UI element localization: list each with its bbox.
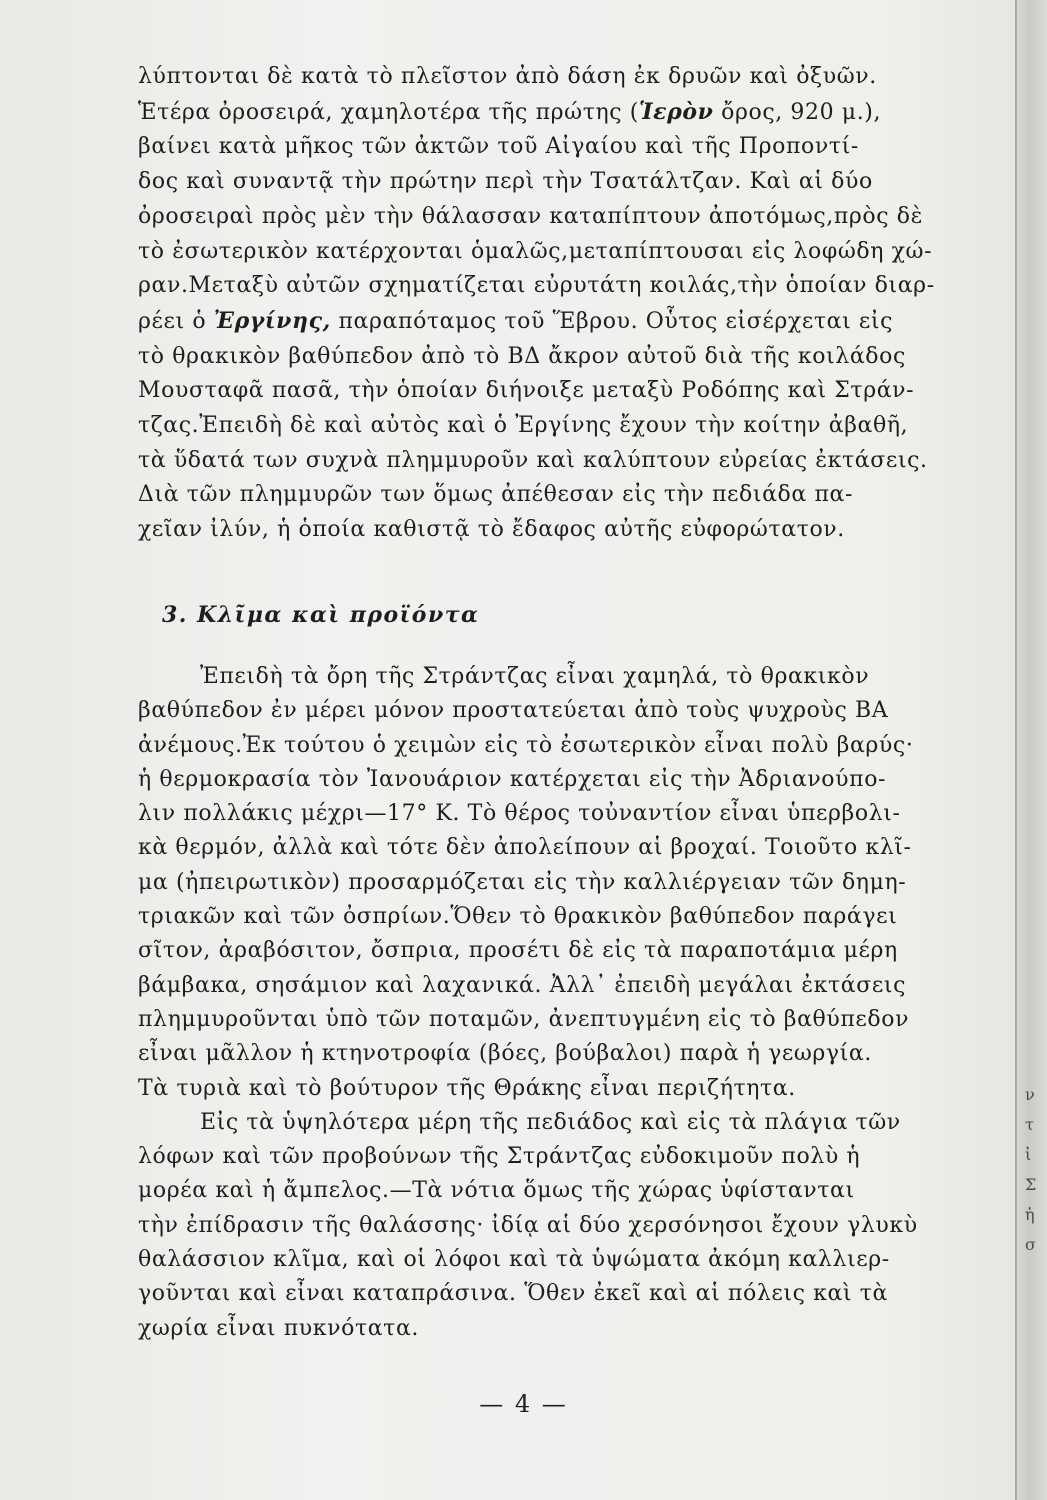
- text-line: τὸ ἐσωτερικὸν κατέρχονται ὁμαλῶς,μεταπίπτουσαι εἰς λοφώδη χώ-: [138, 238, 933, 264]
- text-line: βαθύπεδον ἐν μέρει μόνον προστατεύεται ἀπὸ τοὺς ψυχροὺς ΒΑ: [138, 698, 889, 724]
- text-line: θαλάσσιον κλῖμα, καὶ οἱ λόφοι καὶ τὰ ὑψώματα ἀκόμη καλλιερ-: [138, 1247, 890, 1273]
- text-line: μορέα καὶ ἡ ἄμπελος.—Τὰ νότια ὅμως τῆς χώρας ὑφίστανται: [138, 1178, 855, 1204]
- text-line: Τὰ τυριὰ καὶ τὸ βούτυρον τῆς Θράκης εἶναι περιζήτητα.: [138, 1075, 796, 1101]
- text-line: τὴν ἐπίδρασιν τῆς θαλάσσης· ἰδίᾳ αἱ δύο χερσόνησοι ἔχουν γλυκὺ: [138, 1212, 918, 1238]
- text-line: Μουσταφᾶ πασᾶ, τὴν ὁποίαν διήνοιξε μεταξὺ Ροδόπης καὶ Στράν-: [138, 378, 915, 404]
- edge-glyphs: ν τ ἰ Σ ἡ σ: [1025, 1085, 1037, 1254]
- text-line: εἶναι μᾶλλον ἡ κτηνοτροφία (βόες, βούβαλοι) παρὰ ἡ γεωργία.: [138, 1041, 872, 1067]
- text-line: βαίνει κατὰ μῆκος τῶν ἀκτῶν τοῦ Αἰγαίου καὶ τῆς Προποντί-: [138, 134, 859, 160]
- next-page-edge: [1015, 0, 1047, 1500]
- text-line: μα (ἠπειρωτικὸν) προσαρμόζεται εἰς τὴν καλλιέργειαν τῶν δημη-: [138, 869, 907, 895]
- text-line: Διὰ τῶν πλημμυρῶν των ὅμως ἀπέθεσαν εἰς τὴν πεδιάδα πα-: [138, 482, 853, 508]
- text-line: γοῦνται καὶ εἶναι καταπράσινα. Ὅθεν ἐκεῖ καὶ αἱ πόλεις καὶ τὰ: [138, 1281, 888, 1307]
- section-heading: 3. Κλῖμα καὶ προϊόντα: [162, 602, 480, 628]
- text-line: τζας.Ἐπειδὴ δὲ καὶ αὐτὸς καὶ ὁ Ἐργίνης ἔχουν τὴν κοίτην ἀβαθῆ,: [138, 413, 909, 439]
- text-line: ραν.Μεταξὺ αὐτῶν σχηματίζεται εὐρυτάτη κοιλάς,τὴν ὁποίαν διαρ-: [138, 273, 935, 299]
- text-line: χωρία εἶναι πυκνότατα.: [138, 1315, 420, 1341]
- text-line: σῖτον, ἀραβόσιτον, ὄσπρια, προσέτι δὲ εἰς τὰ παραποτάμια μέρη: [138, 938, 898, 964]
- page-number: — 4 —: [479, 1390, 568, 1418]
- text-line: λόφων καὶ τῶν προβούνων τῆς Στράντζας εὐδοκιμοῦν πολὺ ἡ: [138, 1144, 861, 1170]
- text-line: Ἑτέρα ὀροσειρά, χαμηλοτέρα τῆς πρώτης (Ἱερὸν ὄρος, 920 μ.),: [138, 98, 882, 125]
- text-line: κὰ θερμόν, ἀλλὰ καὶ τότε δὲν ἀπολείπουν αἱ βροχαί. Τοιοῦτο κλῖ-: [138, 835, 912, 861]
- text-line: δος καὶ συναντᾷ τὴν πρώτην περὶ τὴν Τσατάλτζαν. Καὶ αἱ δύο: [138, 169, 873, 195]
- text-line: πλημμυροῦνται ὑπὸ τῶν ποταμῶν, ἀνεπτυγμένη εἰς τὸ βαθύπεδον: [138, 1006, 910, 1032]
- text-line: ρέει ὁ Ἐργίνης, παραπόταμος τοῦ Ἕβρου. Οὗτος εἰσέρχεται εἰς: [138, 307, 894, 334]
- text-line: τριακῶν καὶ τῶν ὀσπρίων.Ὅθεν τὸ θρακικὸν βαθύπεδον παράγει: [138, 904, 898, 930]
- text-line: Εἰς τὰ ὑψηλότερα μέρη τῆς πεδιάδος καὶ εἰς τὰ πλάγια τῶν: [200, 1109, 901, 1135]
- text-line: λύπτονται δὲ κατὰ τὸ πλεῖστον ἀπὸ δάση ἐκ δρυῶν καὶ ὀξυῶν.: [138, 64, 877, 89]
- paragraph-terrain: [138, 60, 950, 548]
- text-line: ἡ θερμοκρασία τὸν Ἰανουάριον κατέρχεται εἰς τὴν Ἀδριανούπο-: [138, 766, 887, 792]
- text-line: Ἐπειδὴ τὰ ὄρη τῆς Στράντζας εἶναι χαμηλά, τὸ θρακικὸν: [200, 664, 870, 689]
- emphasis-ieron: Ἱερὸν: [638, 98, 714, 125]
- text-line: ἀνέμους.Ἐκ τούτου ὁ χειμὼν εἰς τὸ ἐσωτερικὸν εἶναι πολὺ βαρύς·: [138, 732, 914, 758]
- text-line: ὀροσειραὶ πρὸς μὲν τὴν θάλασσαν καταπίπτουν ἀποτόμως,πρὸς δὲ: [138, 203, 924, 229]
- text-line: τὰ ὕδατά των συχνὰ πλημμυροῦν καὶ καλύπτουν εὐρείας ἐκτάσεις.: [138, 447, 928, 473]
- text-line: τὸ θρακικὸν βαθύπεδον ἀπὸ τὸ ΒΔ ἄκρον αὐτοῦ διὰ τῆς κοιλάδος: [138, 343, 906, 369]
- text-line: βάμβακα, σησάμιον καὶ λαχανικά. Ἀλλ᾽ ἐπειδὴ μεγάλαι ἐκτάσεις: [138, 972, 906, 998]
- section-body: [138, 660, 950, 1346]
- text-line: λιν πολλάκις μέχρι—17° Κ. Τὸ θέρος τοὐναντίον εἶναι ὑπερβολι-: [138, 801, 901, 827]
- emphasis-erginis: Ἐργίνης,: [213, 307, 331, 334]
- text-line: χεῖαν ἰλύν, ἡ ὁποία καθιστᾷ τὸ ἔδαφος αὐτῆς εὐφορώτατον.: [138, 517, 845, 543]
